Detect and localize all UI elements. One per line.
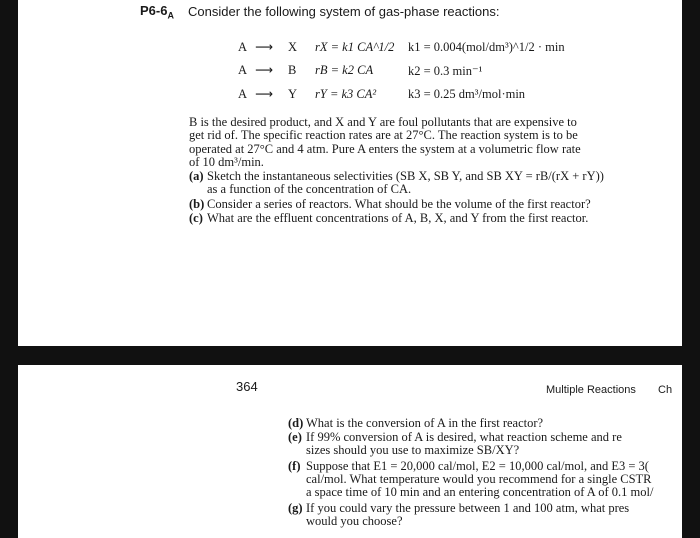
rate-constant: k1 = 0.004(mol/dm³)^1/2 · min [408,40,565,54]
rate-law: rY = k3 CA² [315,87,377,101]
page-bottom [18,365,682,538]
reactant: A [238,87,248,101]
part-text: Sketch the instantaneous selectivities (SB X, SB Y, and SB XY = rB/(rX + rY)) [207,169,604,183]
part-e [288,431,622,457]
part-text: would you choose? [306,514,403,529]
part-label: (d) [288,416,304,430]
reactant: A [238,63,248,77]
right-dark-border [682,0,700,538]
reactant: A [238,40,248,54]
part-text: Suppose that E1 = 20,000 cal/mol, E2 = 10,000 cal/mol, and E3 = 3( [306,459,649,473]
product: B [288,63,297,77]
part-text: What are the effluent concentrations of A, B, X, and Y from the first reactor. [207,211,589,225]
arrow-icon: ⟶ [255,62,273,77]
part-label: (f) [288,459,301,473]
paragraph-line: of 10 dm³/min. [189,155,264,170]
rate-constant: k3 = 0.25 dm³/mol·min [408,87,526,101]
part-text: sizes should you use to maximize SB/XY? [306,443,520,458]
part-label: (c) [189,211,203,225]
part-text: Consider a series of reactors. What should be the volume of the first reactor? [207,197,591,211]
part-text: as a function of the concentration of CA. [207,182,412,197]
part-f [288,460,653,500]
part-label: (a) [189,169,204,183]
part-text: If you could vary the pressure between 1 and 100 atm, what pres [306,501,630,515]
rate-constant: k2 = 0.3 min⁻¹ [408,64,483,78]
running-head: Multiple Reactions [546,384,636,396]
arrow-icon: ⟶ [255,86,273,101]
arrow-icon: ⟶ [255,39,273,54]
product: X [288,40,298,54]
part-a [189,170,604,196]
paragraph-line: B is the desired product, and X and Y are foul pollutants that are expensive to [189,115,577,129]
paragraph-line: operated at 27°C and 4 atm. Pure A enters the system at a volumetric flow rate [189,141,581,156]
part-g [288,502,629,528]
page-top [18,0,682,346]
rate-law: rX = k1 CA^1/2 [315,40,395,54]
part-label: (b) [189,197,205,211]
part-text: cal/mol. What temperature would you recommend for a single CSTR [306,472,652,487]
part-text: What is the conversion of A in the first reactor? [306,416,544,430]
part-d [288,417,543,430]
part-c [189,212,588,225]
problem-id: $P6-6_A$ [140,3,174,21]
rate-law: rB = k2 CA [315,63,374,77]
problem-intro: Consider the following system of gas-phase reactions: [188,4,500,19]
page-gap [18,346,682,365]
problem-paragraph [189,116,619,170]
product: Y [288,87,298,101]
part-label: (e) [288,430,302,444]
paragraph-line: get rid of. The specific reaction rates are at 27°C. The reaction system is to be [189,128,578,143]
part-text: a space time of 10 min and an entering concentration of A of 0.1 mol/ [306,485,654,500]
left-dark-border [0,0,18,538]
chapter-abbrev: Ch [658,384,673,396]
part-label: (g) [288,501,303,515]
part-text: If 99% conversion of A is desired, what reaction scheme and re [306,430,622,444]
part-b [189,198,591,211]
page-number: 364 [236,379,258,394]
